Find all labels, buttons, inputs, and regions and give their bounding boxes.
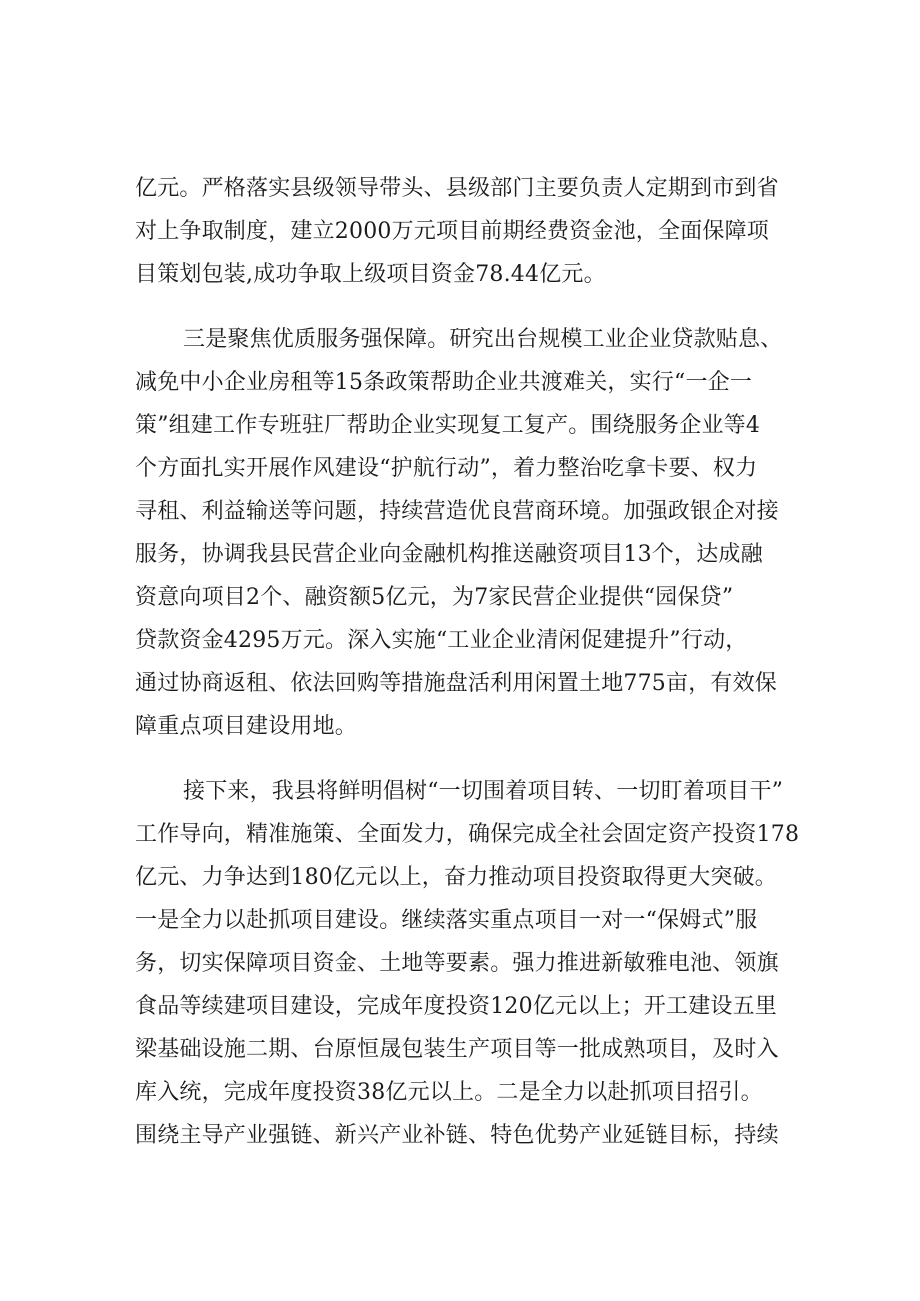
text-line: 务，切实保障项目资金、土地等要素。强力推进新敏雅电池、领旗 — [135, 951, 779, 976]
text-line: 减免中小企业房租等15条政策帮助企业共渡难关，实行“一企一 — [135, 370, 753, 395]
text-line: 亿元、力争达到180亿元以上，奋力推动项目投资取得更大突破。 — [135, 865, 777, 890]
text-line: 策”组建工作专班驻厂帮助企业实现复工复产。围绕服务企业等4 — [135, 413, 761, 438]
text-line: 接下来，我县将鲜明倡树“一切围着项目转、一切盯着项目干” — [183, 779, 784, 804]
text-line: 库入统，完成年度投资38亿元以上。二是全力以赴抓项目招引。 — [135, 1080, 763, 1105]
text-line: 目策划包装,成功争取上级项目资金78.44亿元。 — [135, 262, 606, 287]
text-line: 障重点项目建设用地。 — [135, 714, 358, 739]
text-line: 资意向项目2个、融资额5亿元，为7家民营企业提供“园保贷” — [135, 585, 734, 610]
text-line: 服务，协调我县民营企业向金融机构推送融资项目13个，达成融 — [135, 542, 763, 567]
text-line: 一是全力以赴抓项目建设。继续落实重点项目一对一“保姆式”服 — [135, 908, 758, 933]
text-line: 梁基础设施二期、台原恒晟包装生产项目等一批成熟项目，及时入 — [135, 1037, 779, 1062]
text-line: 寻租、利益输送等问题，持续营造优良营商环境。加强政银企对接 — [135, 499, 779, 524]
text-line: 工作导向，精准施策、全面发力，确保完成全社会固定资产投资178 — [135, 822, 800, 847]
text-line: 三是聚焦优质服务强保障。研究出台规模工业企业贷款贴息、 — [183, 327, 783, 352]
text-line: 对上争取制度，建立2000万元项目前期经费资金池，全面保障项 — [135, 219, 769, 244]
text-line: 个方面扎实开展作风建设“护航行动”，着力整治吃拿卡要、权力 — [135, 456, 758, 481]
text-line: 通过协商返租、依法回购等措施盘活利用闲置土地775亩，有效保 — [135, 671, 777, 696]
text-line: 贷款资金4295万元。深入实施“工业企业清闲促建提升”行动， — [135, 628, 748, 653]
text-line: 围绕主导产业强链、新兴产业补链、特色优势产业延链目标，持续 — [135, 1123, 779, 1148]
text-line: 食品等续建项目建设，完成年度投资120亿元以上；开工建设五里 — [135, 994, 777, 1019]
text-line: 亿元。严格落实县级领导带头、县级部门主要负责人定期到市到省 — [135, 176, 779, 201]
